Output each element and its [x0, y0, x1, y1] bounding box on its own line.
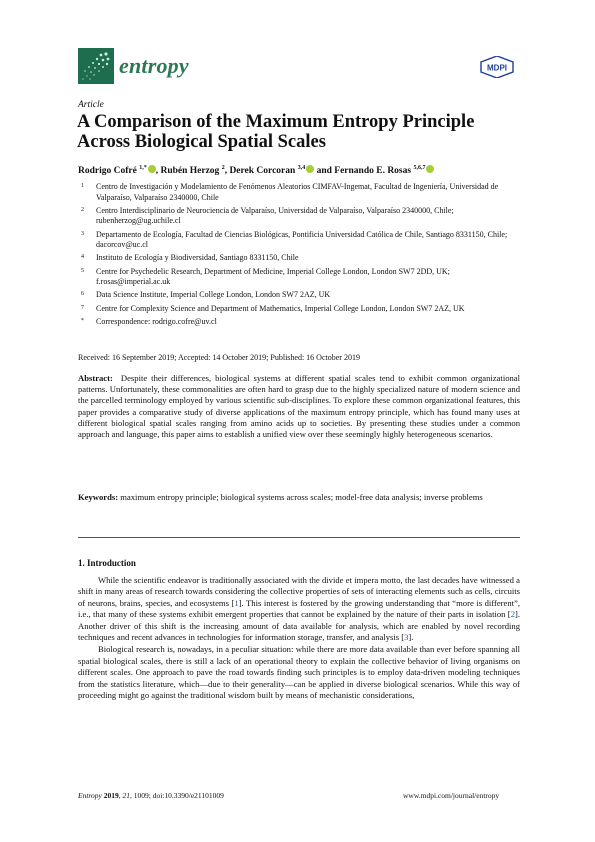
author-affiliation-marker: 5,6,7 [413, 165, 426, 171]
affiliation-item [78, 182, 523, 203]
orcid-icon[interactable] [306, 165, 314, 173]
affiliation-item [78, 290, 523, 301]
footer-year: 2019 [103, 791, 119, 800]
affiliation-item [78, 304, 523, 315]
affiliation-text: Departamento de Ecología, Facultad de Ciencias Biológicas, Pontificia Universidad Católica de Chile, Santiago 8331150, Chile; dacorcov@uc.cl [96, 229, 508, 250]
affiliation-number: 6 [81, 291, 84, 298]
affiliation-number: 1 [81, 183, 84, 189]
journal-logo-icon [78, 48, 114, 84]
body-paragraph [78, 644, 520, 701]
affiliation-text: Centre for Psychedelic Research, Department of Medicine, Imperial College London, London SW7 2DD, UK; f.rosas@imperial.ac.uk [96, 266, 450, 287]
affiliation-item [78, 253, 523, 264]
footer-journal: Entropy [78, 791, 102, 800]
abstract-label: Abstract: [78, 373, 113, 383]
affiliation-number: 3 [81, 230, 84, 237]
journal-name[interactable]: entropy [119, 53, 189, 78]
affiliation-number: 7 [81, 304, 84, 311]
paragraph-text: ]. [408, 632, 414, 643]
affiliation-number: 5 [81, 267, 84, 274]
author-list [78, 165, 434, 176]
orcid-icon[interactable] [148, 165, 156, 173]
citation-link[interactable]: 1 [234, 597, 239, 608]
keywords [78, 492, 520, 503]
affiliation-item [78, 317, 523, 328]
article-title: A Comparison of the Maximum Entropy Principle Across Biological Spatial Scales [77, 112, 475, 152]
section-heading: 1. Introduction [78, 558, 136, 568]
abstract-text: Despite their differences, biological systems at different spatial scales tend to exhibit common organizational patterns. Unfortunately, these commonalities are often hard to grasp due to the highly specialized nature of modern science and the parcelled terminology employed by various scientific sub-disciplines. To explore these common organizational features, this paper provides a comparative study of diverse applications of the maximum entropy principle, which has found many uses at different biological spatial scales ranging from amino acids up to societies. By presenting these studies under a common approach and language, this paper aims to establish a unified view over these seemingly highly heterogeneous scenarios. [78, 373, 520, 440]
footer-article-info: , 1009; doi:10.3390/e21101009 [130, 791, 224, 800]
author-affiliation-marker: 1,* [139, 165, 147, 171]
publisher-logo[interactable] [479, 56, 515, 78]
affiliation-text: Instituto de Ecología y Biodiversidad, Santiago 8331150, Chile [96, 253, 299, 263]
author-separator: , [155, 166, 161, 176]
keywords-label: Keywords: [78, 492, 119, 502]
publisher-logo-icon [479, 56, 515, 78]
affiliation-item [78, 230, 523, 251]
author-name: Rubén Herzog [160, 166, 220, 176]
affiliation-number: 4 [81, 254, 84, 261]
publication-dates: Received: 16 September 2019; Accepted: 14 October 2019; Published: 16 October 2019 [78, 353, 360, 362]
body-paragraph [78, 575, 520, 643]
abstract [78, 373, 520, 440]
affiliation-text: Correspondence: rodrigo.cofre@uv.cl [96, 316, 217, 326]
affiliation-number: 2 [81, 206, 84, 213]
article-type: Article [78, 100, 104, 110]
affiliation-list [78, 182, 523, 330]
affiliation-text: Centre for Complexity Science and Department of Mathematics, Imperial College London, London SW7 2AZ, UK [96, 303, 465, 313]
orcid-icon[interactable] [426, 165, 434, 173]
footer-website[interactable]: www.mdpi.com/journal/entropy [403, 791, 500, 800]
author-name: Rodrigo Cofré [78, 166, 137, 176]
author-separator: and [314, 166, 335, 176]
author-affiliation-marker: 2 [221, 165, 225, 171]
section-divider [78, 537, 520, 538]
footer-citation: Entropy 2019, 21, 1009; doi:10.3390/e21101009 [78, 791, 224, 800]
section-body [78, 575, 520, 701]
paragraph-text: ]. Another driver of this shift is the increasing amount of data available for analysis, which are enabled by novel recording techniques and recent advances in technologies for information storage, transfer, and analysis [ [78, 609, 520, 643]
author-name: Derek Corcoran [229, 166, 296, 176]
author-affiliation-marker: 3,4 [297, 165, 306, 171]
citation-link[interactable]: 3 [404, 632, 409, 643]
affiliation-number: * [81, 317, 84, 324]
affiliation-text: Centro de Investigación y Modelamiento de Fenómenos Aleatorios CIMFAV-Ingemat, Facultad de Ingeniería, Universidad de Valparaíso, Valparaíso 2340000, Chile [96, 182, 499, 202]
affiliation-text: Centro Interdisciplinario de Neurociencia de Valparaíso, Universidad de Valparaíso, Valparaíso 2340000, Chile; rubenherzog@ug.uchile.cl [96, 205, 454, 226]
affiliation-text: Data Science Institute, Imperial College London, London SW7 2AZ, UK [96, 290, 331, 300]
paragraph-text: While the scientific endeavor is traditionally associated with the divide et impera motto, the last decades have witnessed a shift in many areas of research towards considering the collective properties of sets of interacting elements such as cells, circuits of neurons, brains, species, and ecosystems [ [78, 575, 520, 608]
author-name: Fernando E. Rosas [334, 166, 412, 176]
citation-link[interactable]: 2 [510, 609, 515, 620]
affiliation-item [78, 267, 523, 288]
author-separator: , [224, 166, 230, 176]
paragraph-text: ]. This interest is fostered by the growing understanding that “more is different”, i.e., that many of these systems exhibit emergent properties that cannot be explained by the nature of their parts in isolation [ [78, 597, 520, 620]
keywords-text: maximum entropy principle; biological systems across scales; model-free data analysis; inverse problems [120, 492, 483, 502]
publisher-name: MDPI [487, 63, 507, 73]
paragraph-text: Biological research is, nowadays, in a peculiar situation: while there are more data available than ever before spanning all spatial biological scales, there is still a lack of an operational theory to explain the collective behavior of living organisms on different scales. One approach to pave the road towards finding such principles is to employ data-driven modeling techniques from the statistics literature, which—due to their generality—can be applied in diverse biological scenarios. While this way of proceeding might go against the traditional wisdom built by means of mechanistic considerations, [78, 644, 520, 701]
affiliation-item [78, 206, 523, 227]
footer-volume: 21 [122, 791, 131, 800]
